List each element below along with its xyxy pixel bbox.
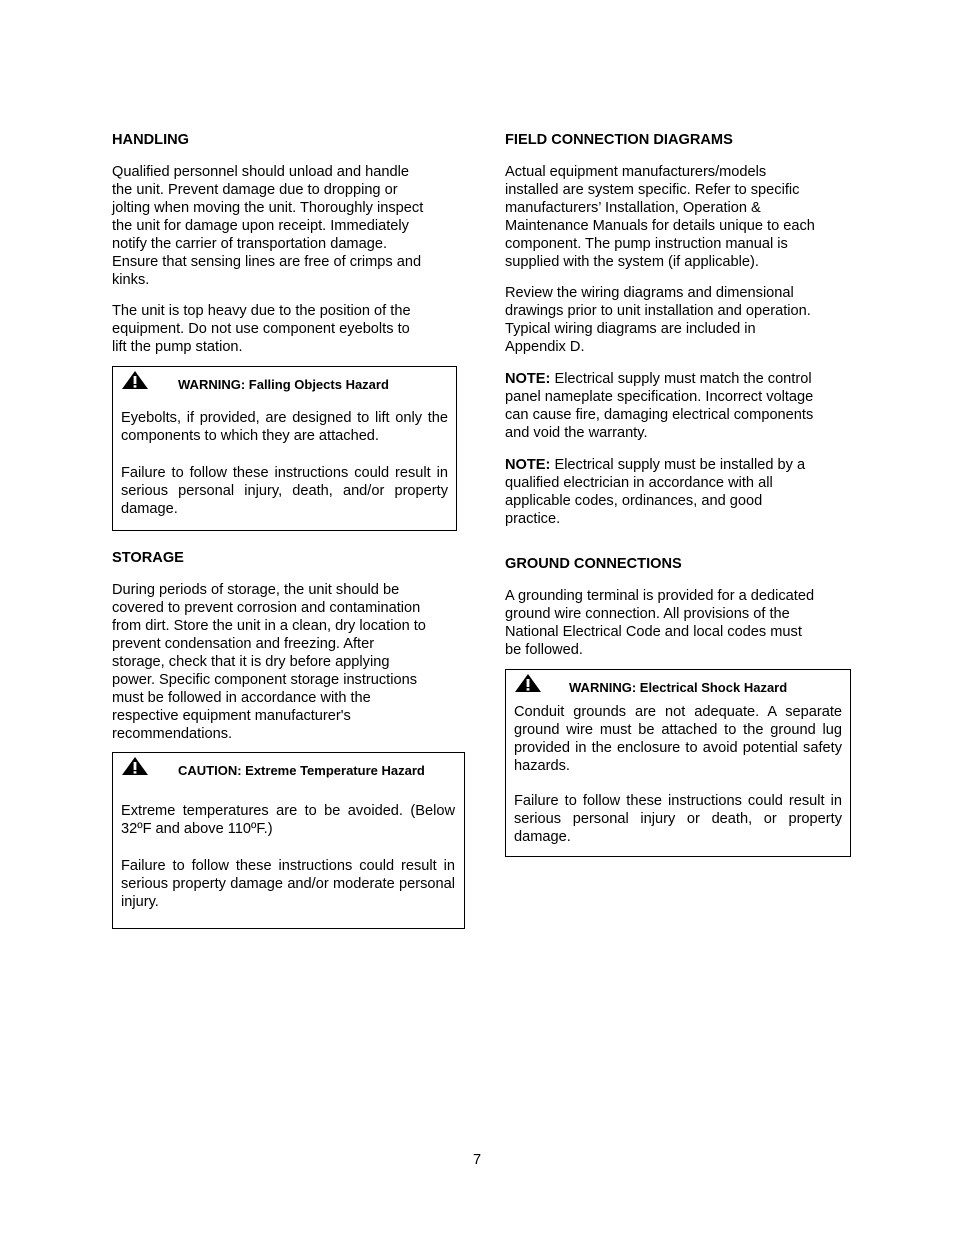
note-label: NOTE: — [505, 457, 551, 473]
storage-paragraph: During periods of storage, the unit should be covered to prevent corrosion and contamination from dirt. Store the unit in a clean, dry location to prevent condensation and freezing. After storage, check that it is dry before applying power. Specific component storage instructions must be followed in accordance with the respective equipment manufacturer's recommendations. — [112, 582, 426, 742]
field-connection-paragraph-1: Actual equipment manufacturers/models installed are system specific. Refer to specific manufacturers’ Installation, Operation & Maintenance Manuals for details unique to each component. The pump instruction manual is supplied with the system (if applicable). — [505, 164, 815, 270]
electrical-supply-note-1: NOTE: Electrical supply must match the control panel nameplate specification. Incorrect voltage can cause fire, damaging electrical components and void the warranty. — [505, 371, 814, 441]
handling-paragraph-2: The unit is top heavy due to the position of the equipment. Do not use component eyebolts to lift the pump station. — [112, 303, 411, 355]
warning-triangle-icon — [121, 756, 149, 776]
handling-paragraph-1: Qualified personnel should unload and handle the unit. Prevent damage due to dropping or jolting when moving the unit. Thoroughly inspect the unit for damage upon receipt. Immediately notify the carrier of transportation damage. Ensure that sensing lines are free of crimps and kinks. — [112, 164, 424, 288]
extreme-temperature-caution-title: CAUTION: Extreme Temperature Hazard — [178, 763, 425, 778]
field-connection-diagrams-heading: FIELD CONNECTION DIAGRAMS — [505, 132, 733, 148]
extreme-temperature-caution-box — [112, 752, 465, 929]
note-label: NOTE: — [505, 371, 551, 387]
falling-objects-warning-title: WARNING: Falling Objects Hazard — [178, 377, 389, 392]
electrical-shock-warning-title: WARNING: Electrical Shock Hazard — [569, 680, 788, 695]
ground-connections-heading: GROUND CONNECTIONS — [505, 556, 682, 572]
handling-heading: HANDLING — [112, 132, 190, 148]
ground-connections-paragraph: A grounding terminal is provided for a dedicated ground wire connection. All provisions of the National Electrical Code and local codes must be followed. — [505, 588, 815, 658]
falling-objects-warning-box — [112, 366, 457, 531]
warning-triangle-icon — [121, 370, 149, 390]
page-number: 7 — [472, 1152, 482, 1168]
falling-objects-warning-text-2: Failure to follow these instructions could result in serious personal injury, death, and/or property damage. — [121, 465, 448, 517]
storage-heading: STORAGE — [112, 550, 184, 566]
warning-triangle-icon — [514, 673, 542, 693]
extreme-temperature-caution-text-2: Failure to follow these instructions could result in serious property damage and/or moderate personal injury. — [121, 858, 455, 910]
electrical-supply-note-2: NOTE: Electrical supply must be installed by a qualified electrician in accordance with all applicable codes, ordinances, and good practice. — [505, 457, 806, 527]
field-connection-paragraph-2: Review the wiring diagrams and dimensional drawings prior to unit installation and operation. Typical wiring diagrams are included in Appendix D. — [505, 285, 811, 355]
electrical-shock-warning-box — [505, 669, 851, 857]
electrical-shock-warning-text-1: Conduit grounds are not adequate. A separate ground wire must be attached to the ground lug provided in the enclosure to avoid potential safety hazards. — [514, 704, 842, 774]
electrical-shock-warning-text-2: Failure to follow these instructions could result in serious personal injury or death, or property damage. — [514, 793, 842, 845]
extreme-temperature-caution-text-1: Extreme temperatures are to be avoided. (Below 32ºF and above 110ºF.) — [121, 803, 455, 837]
falling-objects-warning-text-1: Eyebolts, if provided, are designed to lift only the components to which they are attached. — [121, 410, 448, 444]
